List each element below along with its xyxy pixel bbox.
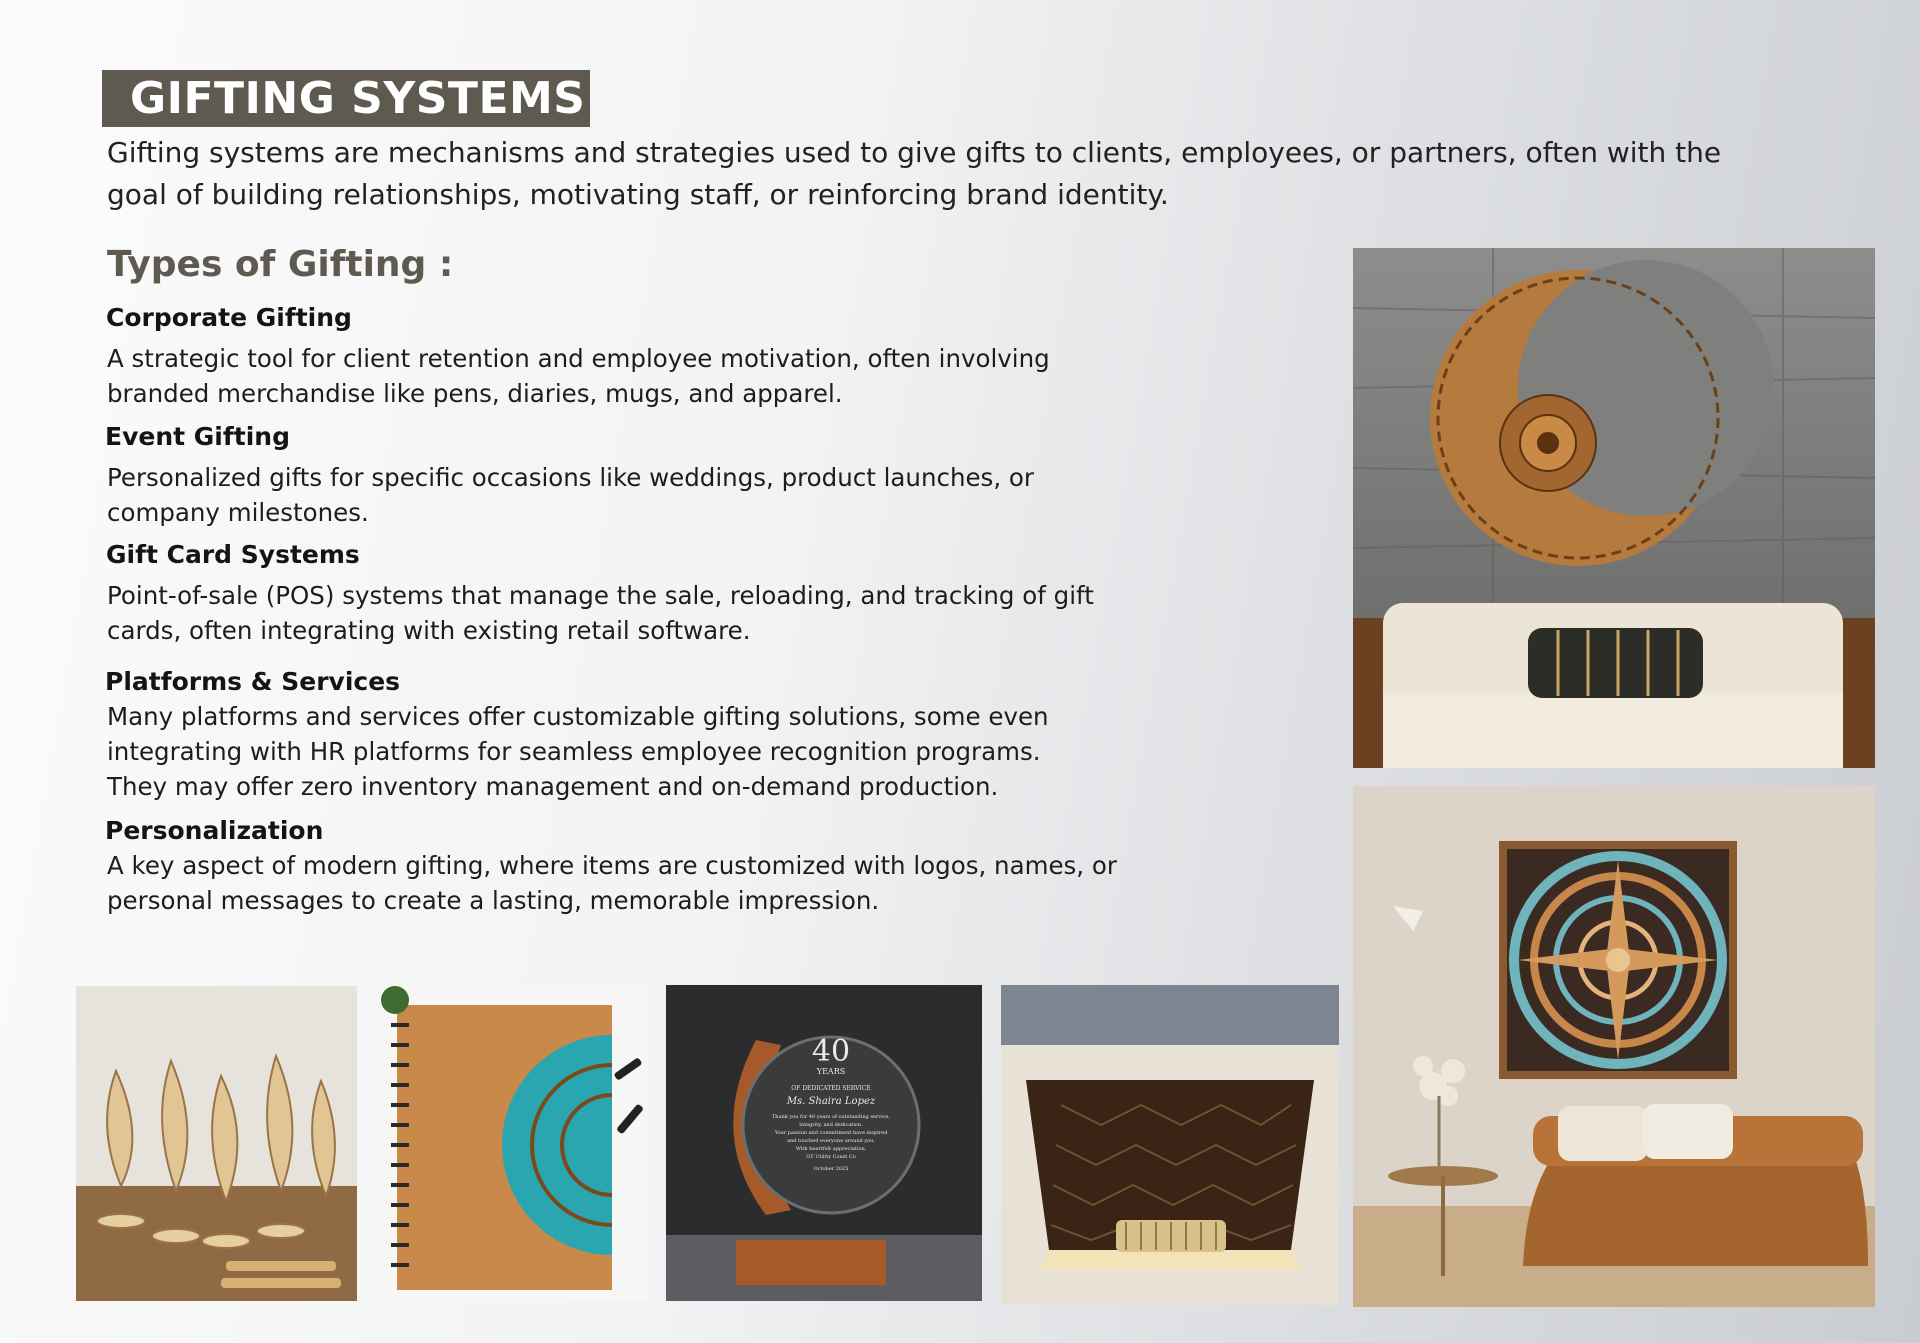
section-text-event: Personalized gifts for specific occasions like weddings, product launches, or company milestones.: [107, 463, 1034, 527]
plaque-message-line: Thank you for 40 years of outstanding service,: [771, 1114, 891, 1120]
title-banner: [102, 70, 590, 127]
wooden-notebook-mandala-image: [375, 985, 649, 1301]
section-heading-giftcard: Gift Card Systems: [106, 540, 360, 569]
crescent-moon-wall-art-image: [1353, 248, 1875, 768]
service-award-plaque-image: [666, 985, 982, 1301]
section-heading-event: Event Gifting: [105, 422, 290, 451]
plaque-date: October 2025: [813, 1166, 849, 1172]
section-text-corporate: A strategic tool for client retention and employee motivation, often involving branded merchandise like pens, diaries, mugs, and apparel.: [107, 344, 1050, 408]
section-text-giftcard: Point-of-sale (POS) systems that manage the sale, reloading, and tracking of gift cards, often integrating with existing retail software.: [107, 581, 1094, 645]
mandala-wall-art-living-room-image: [1353, 786, 1875, 1307]
section-heading-personalization: Personalization: [105, 816, 324, 845]
types-heading: Types of Gifting :: [107, 244, 454, 285]
plaque-recipient-name: Ms. Shaira Lopez: [786, 1096, 876, 1107]
plaque-message-line: integrity, and dedication.: [799, 1122, 863, 1128]
geometric-ceiling-chandelier-image: [1001, 985, 1339, 1305]
plaque-message-line: GT Utility Const Co: [806, 1154, 856, 1160]
plaque-message-line: Your passion and commitment have inspired: [774, 1130, 888, 1136]
section-text-personalization: A key aspect of modern gifting, where items are customized with logos, names, or personal messages to create a lasting, memorable impression.: [107, 851, 1117, 915]
plaque-years-number: 40: [811, 1034, 851, 1069]
wooden-feather-pens-image: [76, 986, 357, 1301]
section-text-platforms: Many platforms and services offer customizable gifting solutions, some even integrating with HR platforms for seamless employee recognition programs. They may offer zero inventory management and on-demand production.: [107, 702, 1049, 801]
plaque-service-label: OF DEDICATED SERVICE: [791, 1085, 871, 1092]
plaque-message-line: and touched everyone around you.: [787, 1138, 875, 1144]
plaque-message-line: With heartfelt appreciation,: [795, 1146, 867, 1152]
intro-paragraph: Gifting systems are mechanisms and strategies used to give gifts to clients, employees, or partners, often with the goal of building relationships, motivating staff, or reinforcing brand identity.: [107, 136, 1722, 211]
page-title: GIFTING SYSTEMS: [130, 73, 586, 124]
plaque-years-label: YEARS: [816, 1067, 846, 1076]
section-heading-platforms: Platforms & Services: [105, 667, 401, 696]
section-heading-corporate: Corporate Gifting: [106, 303, 352, 332]
